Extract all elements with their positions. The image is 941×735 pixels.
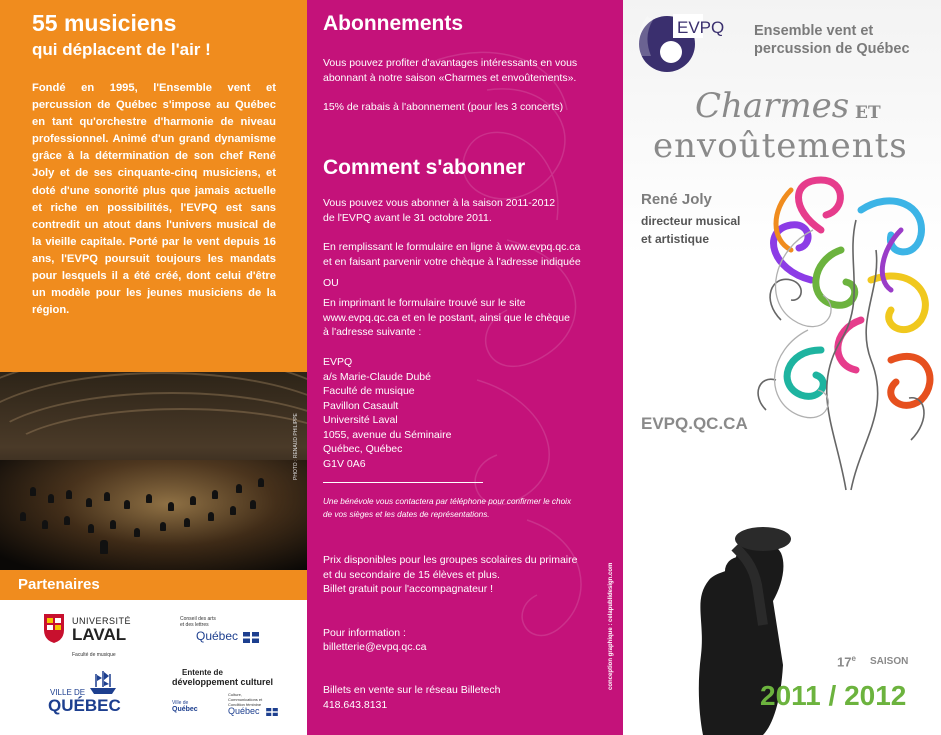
ville-text-1: VILLE DE (50, 688, 86, 697)
partners-title: Partenaires (18, 576, 100, 593)
evpq-logo-text: EVPQ (677, 18, 725, 37)
laval-crest-icon (42, 612, 66, 644)
abonnements-text: Vous pouvez profiter d'avantages intéressants en vous abonnant à notre saison «Charmes et envoûtements». (323, 57, 578, 84)
laval-logo-text-2: LAVAL (72, 625, 127, 644)
ville-text-2: QUÉBEC (48, 696, 121, 715)
calq-text-3: Québec (196, 629, 239, 643)
partners-bar (0, 570, 307, 600)
abonnements-heading: Abonnements (323, 12, 464, 35)
middle-panel (307, 0, 623, 735)
season-years: 2011 / 2012 (760, 680, 907, 711)
universite-laval-logo (42, 612, 152, 660)
concert-photo (0, 372, 307, 570)
season-number: 17e (837, 654, 856, 670)
photo-credit: PHOTO : RENAUD PHILIPPE (293, 413, 299, 480)
ship-icon (86, 670, 120, 696)
mailing-address: EVPQ a/s Marie-Claude Dubé Faculté de musique Pavillon Casault Université Laval 1055, avenue du Séminaire Québec, Québec G1V 0A6 (323, 356, 452, 470)
organisation-name: Ensemble vent et percussion de Québec (754, 23, 910, 57)
intro-block (0, 0, 307, 372)
grey-flourish-icon (753, 220, 863, 440)
intro-text: Fondé en 1995, l'Ensemble vent et percussion de Québec s'impose au Québec en tant qu'orchestre d'harmonie de niveau professionnel. Animé d'un grand dynamisme grâce à la détermination de son chef René Joly et de ses cinquante-cinq musiciens, et doté d'une sonorité plus que jamais actuelle et riche en possibilités, l'EVPQ est sans contredit un atout dans l'univers musical de la vieille capitale. Porté par le vent depuis 16 ans, l'EVPQ poursuit toujours les mandats pour lesquels il a été créé, dont celui d'être un modèle pour les jeunes musiciens de la région. (32, 82, 276, 317)
entente-text-2: développement culturel (172, 677, 274, 687)
title-et: ET (855, 103, 881, 123)
discount-text: 15% de rabais à l'abonnement (pour les 3 concerts) (323, 101, 564, 113)
calq-logo (180, 616, 270, 646)
deadline-text: Vous pouvez vous abonner à la saison 2011-2012 de l'EVPQ avant le 31 octobre 2011. (323, 197, 556, 224)
subheadline: qui déplacent de l'air ! (32, 40, 211, 59)
entente-quebec-text: Québec (228, 706, 260, 716)
print-form-text: En imprimant le formulaire trouvé sur le site www.evpq.qc.ca et en le postant, ainsi que le chèque à l'adresse suivante : (323, 297, 570, 338)
laval-logo-sub: Faculté de musique (72, 652, 116, 658)
right-panel (623, 0, 941, 735)
ville-de-quebec-logo (46, 670, 136, 720)
info-email: billetterie@evpq.qc.ca (323, 641, 427, 653)
entente-text-1: Entente de (182, 668, 223, 677)
quebec-flag-small-icon (266, 708, 278, 716)
evpq-logo-icon (633, 6, 703, 76)
divider (323, 482, 483, 483)
calq-text-2: et des lettres (180, 622, 209, 628)
calq-text-1: Conseil des arts (180, 616, 216, 622)
entente-ville-text: Ville de (172, 700, 189, 706)
title-envoutements: envoûtements (653, 126, 908, 166)
entente-culturelle-logo (172, 668, 282, 718)
online-form-text: En remplissant le formulaire en ligne à www.evpq.qc.ca et en faisant parvenir votre chèque à l'adresse indiquée (323, 241, 581, 268)
conductor-name: René Joly (641, 191, 712, 208)
billetech-text: Billets en vente sur le réseau Billetech 418.643.8131 (323, 684, 501, 711)
title-charmes: Charmes (695, 86, 850, 126)
volunteer-note: Une bénévole vous contactera par téléphone pour confirmer le choix de vos sièges et les dates de représentations. (323, 497, 572, 519)
left-panel (0, 0, 307, 735)
laval-logo-text-1: UNIVERSITÉ (72, 616, 132, 626)
quebec-flag-icon (243, 632, 259, 643)
season-label: SAISON (870, 656, 909, 667)
entente-ministere-text: Culture, Communications et Condition féminine (228, 692, 263, 707)
info-label: Pour information : (323, 627, 406, 639)
entente-ville-text-2: Québec (172, 706, 198, 713)
conductor-role: directeur musical et artistique (641, 214, 741, 246)
or-text: OU (323, 277, 339, 289)
website-url[interactable]: EVPQ.QC.CA (641, 414, 748, 433)
group-prices-text: Prix disponibles pour les groupes scolaires du primaire et du secondaire de 15 élèves et plus. Billet gratuit pour l'accompagnateur ! (323, 554, 578, 595)
design-credit: conception graphique : celapublidesign.com (608, 562, 614, 690)
comment-sabonner-heading: Comment s'abonner (323, 156, 526, 179)
headline: 55 musiciens (32, 10, 177, 36)
